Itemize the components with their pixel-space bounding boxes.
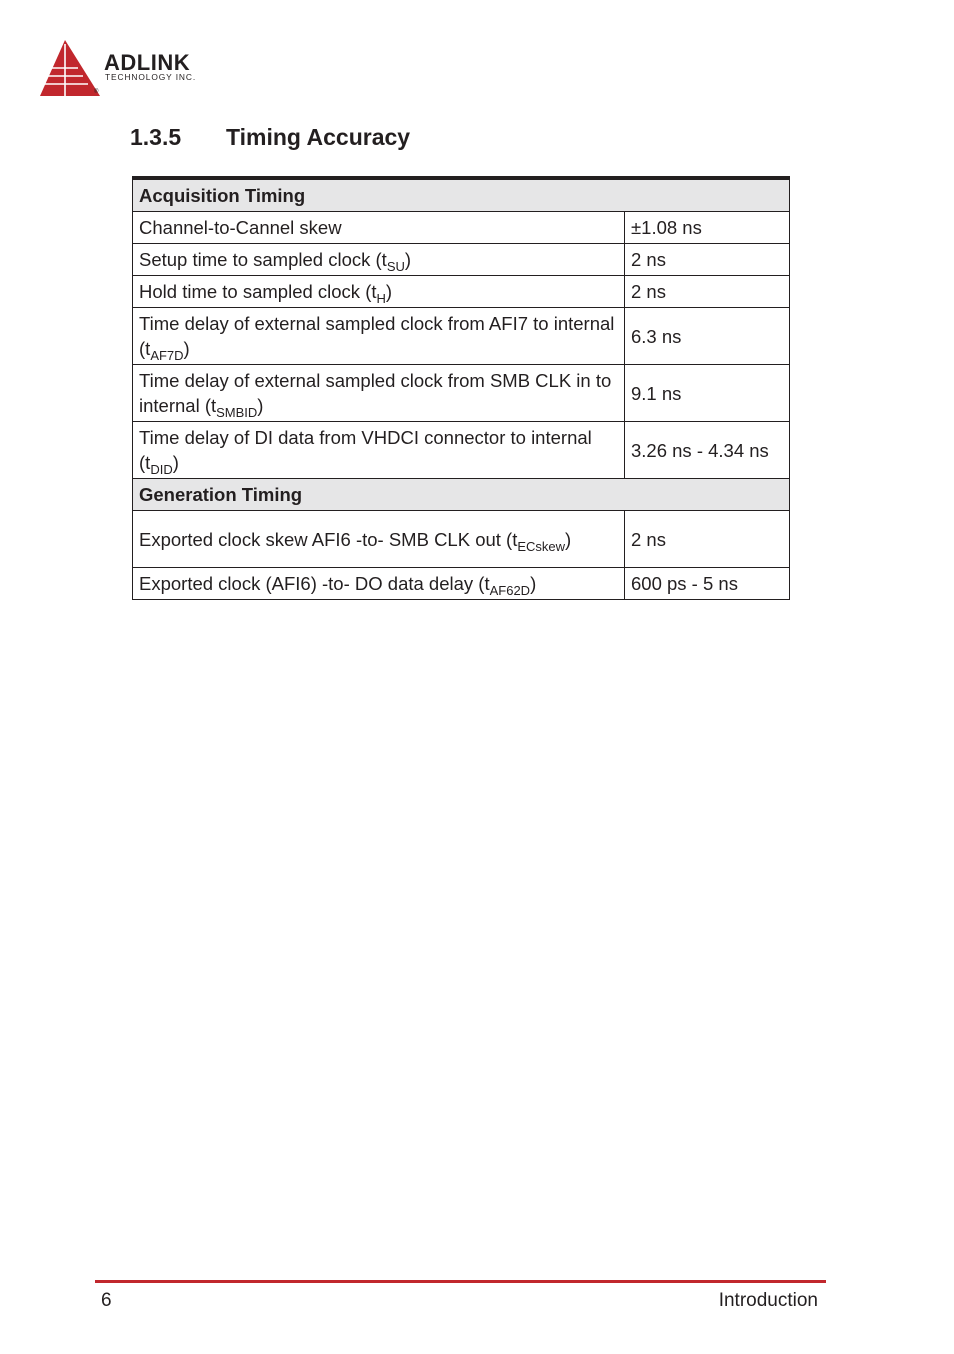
table-row <box>133 422 790 479</box>
page-number: 6 <box>101 1290 112 1311</box>
section-heading <box>130 124 410 151</box>
parameter-cell: Channel-to-Cannel skew <box>133 212 625 244</box>
parameter-cell: Exported clock skew AFI6 -to- SMB CLK out $(t_{ECskew})$ <box>133 511 625 568</box>
table-row <box>133 365 790 422</box>
logo-tagline: TECHNOLOGY INC. <box>105 72 197 82</box>
parameter-cell: Setup time to sampled clock $(t_{SU})$ <box>133 244 625 276</box>
footer-rule <box>95 1280 826 1283</box>
section-title: Timing Accuracy <box>226 124 411 150</box>
table-group-header <box>133 178 790 212</box>
table-row <box>133 511 790 568</box>
section-number: 1.3.5 <box>130 124 182 150</box>
acquisition-timing-header: Acquisition Timing <box>133 178 790 212</box>
value-cell: 2 ns <box>625 244 790 276</box>
value-cell: 2 ns <box>625 511 790 568</box>
table-group-header <box>133 479 790 511</box>
table-row <box>133 212 790 244</box>
parameter-cell: Exported clock (AFI6) -to- DO data delay $(t_{AF62D})$ <box>133 568 625 600</box>
generation-timing-header: Generation Timing <box>133 479 790 511</box>
parameter-cell: Time delay of external sampled clock from SMB CLK in to internal $(t_{SMBID})$ <box>133 365 625 422</box>
table-row <box>133 244 790 276</box>
parameter-cell: Time delay of external sampled clock from AFI7 to internal $(t_{AF7D})$ <box>133 308 625 365</box>
chapter-name: Introduction <box>718 1290 818 1311</box>
parameter-cell: Hold time to sampled clock $(t_H)$ <box>133 276 625 308</box>
logo-registered-mark: ® <box>94 89 99 95</box>
table-row <box>133 308 790 365</box>
table-row <box>133 568 790 600</box>
logo-wordmark: ADLINK <box>104 50 191 75</box>
parameter-cell: Time delay of DI data from VHDCI connector to internal $(t_{DID})$ <box>133 422 625 479</box>
value-cell: 9.1 ns <box>625 365 790 422</box>
value-cell: ±1.08 ns <box>625 212 790 244</box>
timing-accuracy-table <box>132 176 790 600</box>
table-row <box>133 276 790 308</box>
value-cell: 6.3 ns <box>625 308 790 365</box>
value-cell: 2 ns <box>625 276 790 308</box>
value-cell: 600 ps - 5 ns <box>625 568 790 600</box>
value-cell: 3.26 ns - 4.34 ns <box>625 422 790 479</box>
